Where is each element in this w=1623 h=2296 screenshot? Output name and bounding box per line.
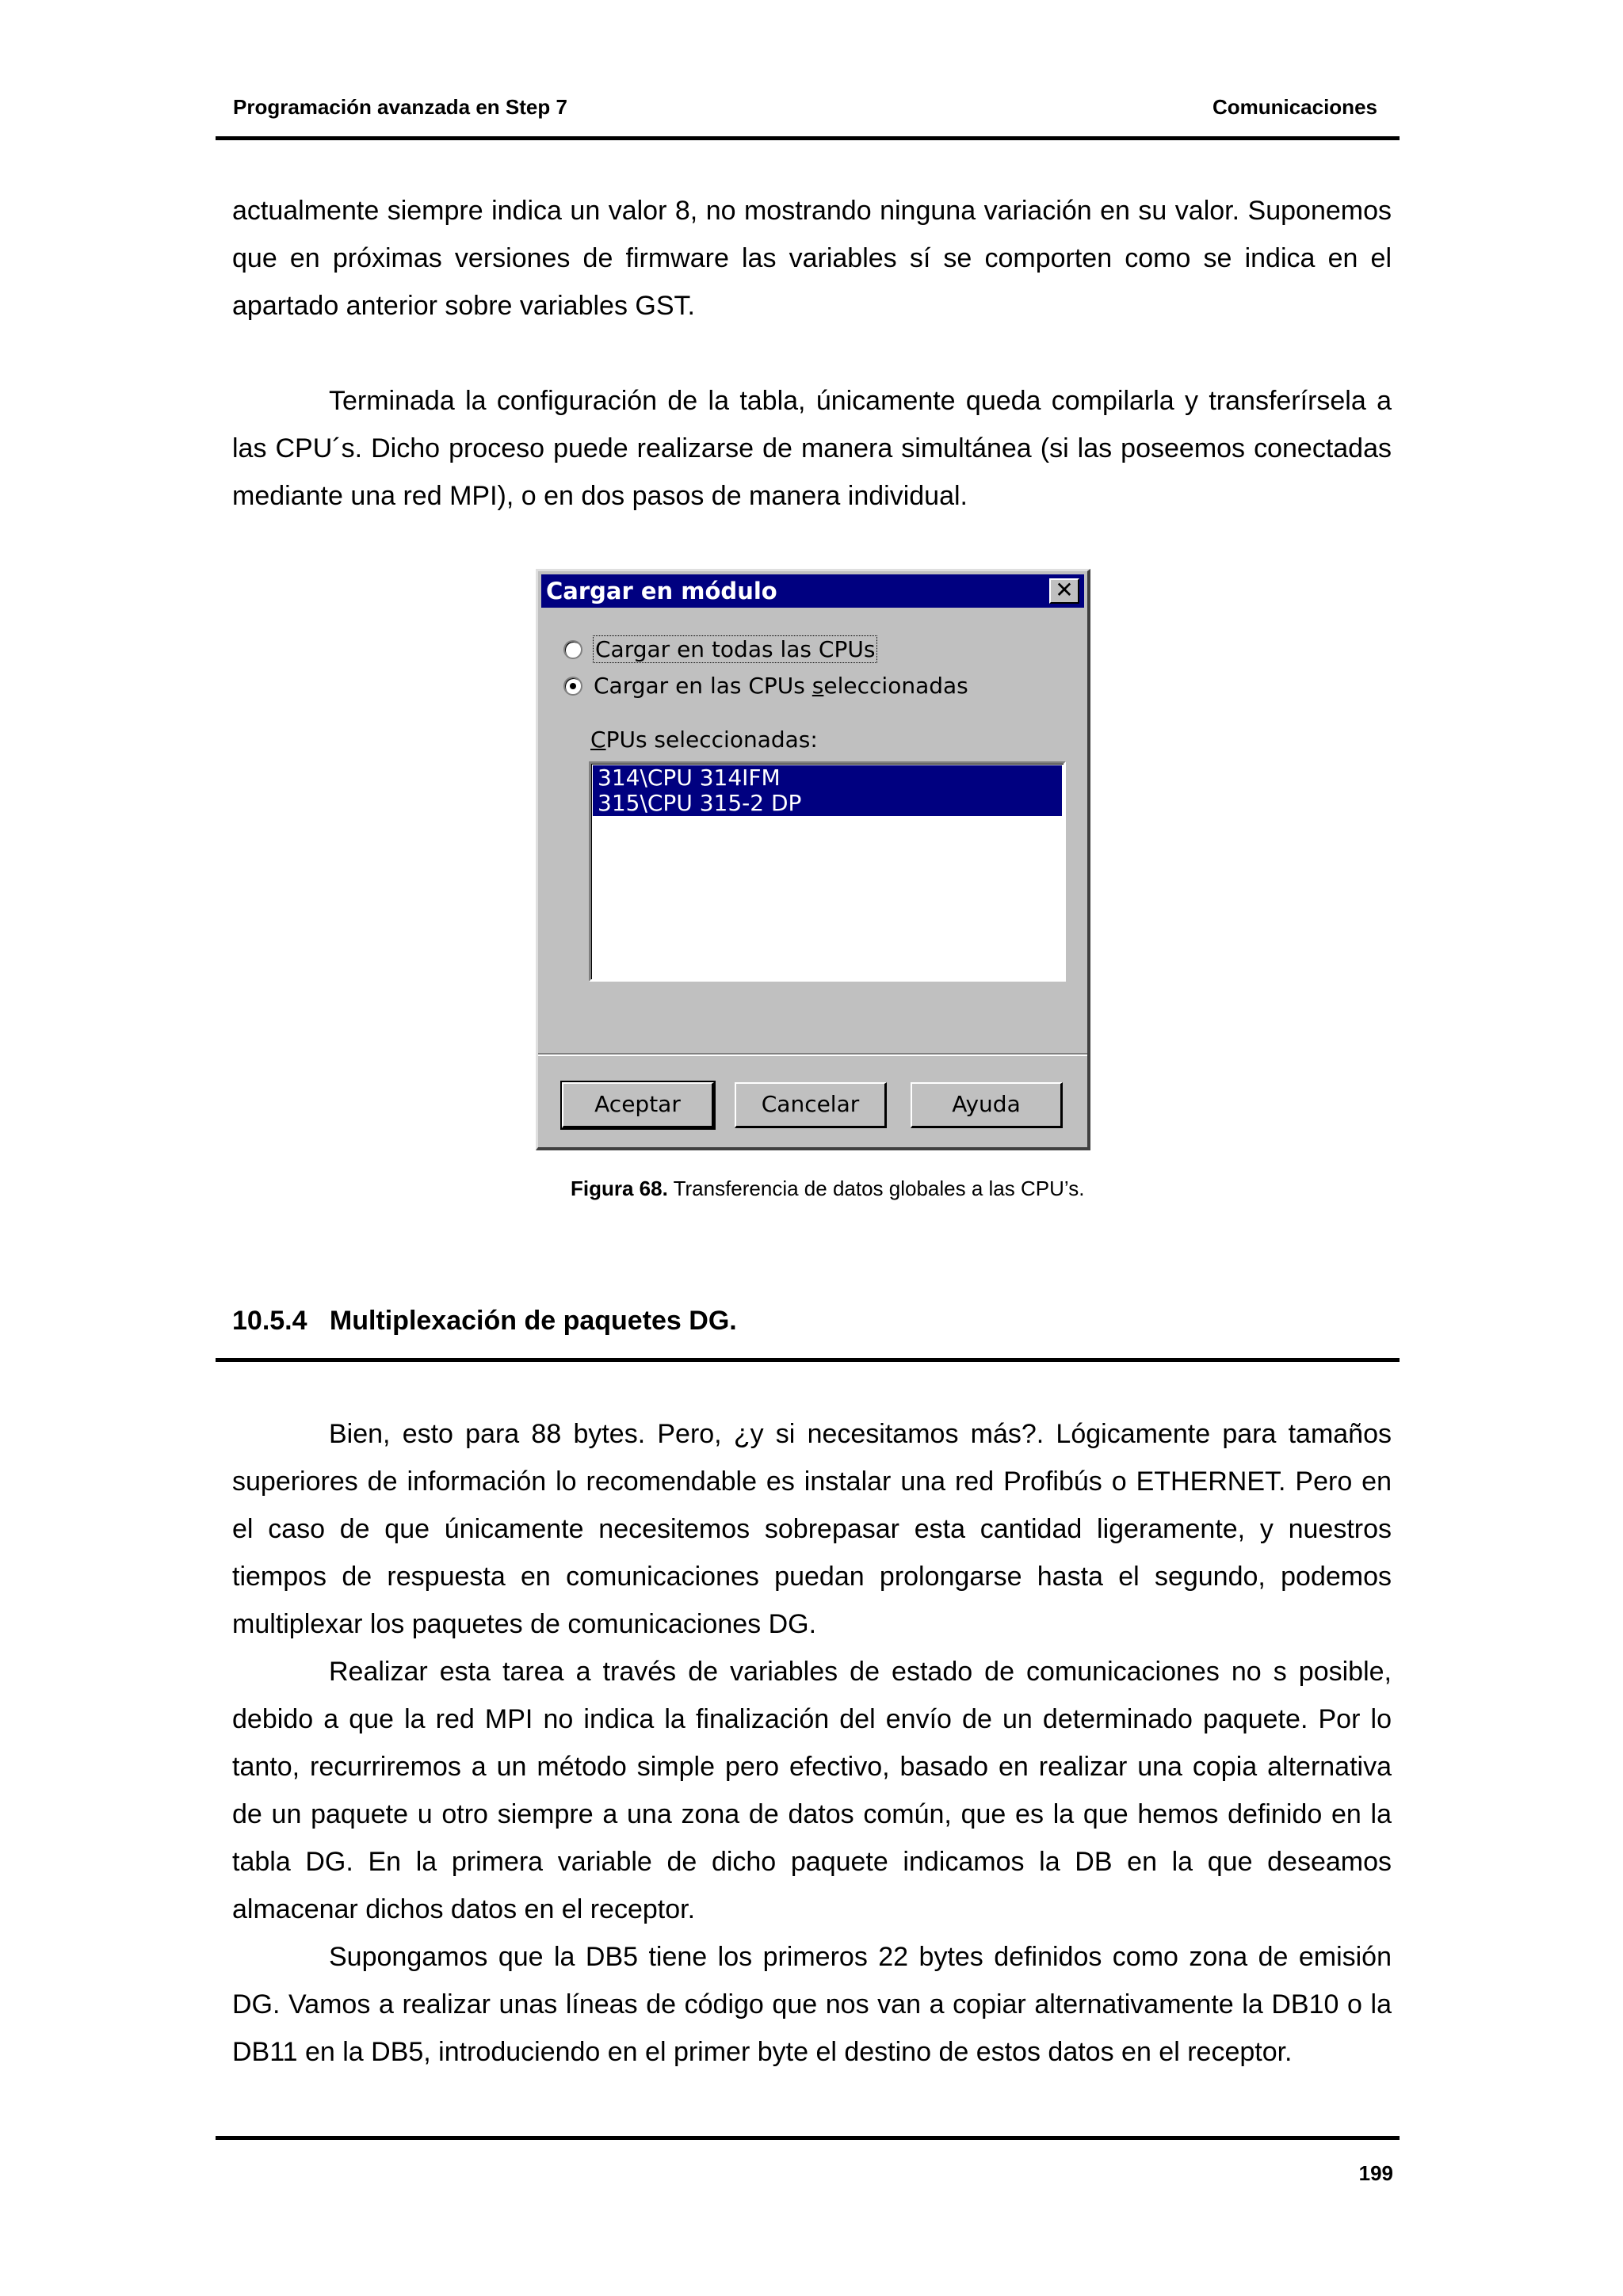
footer-rule [216,2136,1400,2140]
section-rule [216,1358,1400,1362]
body-text-top [232,187,1392,520]
load-module-dialog [536,569,1090,1150]
radio-selected-cpus-label [594,673,968,699]
radio-checked-icon[interactable] [563,677,582,696]
header-rule [216,136,1400,140]
body-text-bottom [232,1410,1392,2076]
radio-unchecked-icon[interactable] [563,640,582,659]
close-button[interactable] [1049,578,1079,604]
paragraph: Realizar esta tarea a través de variables de estado de comunicaciones no s posible, debido a que la red MPI no indica la finalización del envío de un determinado paquete. Por lo tanto, recurriremos a un método simple pero efectivo, basado en realizar una copia alternativa de un paquete u otro siempre a una zona de datos común, que es la que hemos definido en la tabla DG. En la primera variable de dicho paquete indicamos la DB en la que deseamos almacenar dichos datos en el receptor. [232,1657,1392,1924]
selected-cpus-label [590,727,818,753]
list-item[interactable]: 314\CPU 314IFM [593,765,1062,791]
header-right: Comunicaciones [1212,95,1377,119]
help-button[interactable]: Ayuda [911,1082,1063,1128]
access-key: C [590,727,606,753]
caption-label: Figura 68. [571,1177,668,1200]
dialog-separator [538,1053,1087,1056]
label-part: eleccionadas [823,673,968,699]
page-number: 199 [1358,2161,1393,2185]
dialog-titlebar [541,574,1084,608]
close-icon: ✕ [1055,577,1074,603]
paragraph: actualmente siempre indica un valor 8, no mostrando ninguna variación en su valor. Suponemos que en próximas versiones de firmware las variables sí se comporten como se indica en el apartado anterior sobre variables GST. [232,196,1392,321]
figure-caption [571,1169,1087,1207]
selected-cpus-listbox[interactable] [589,761,1066,982]
radio-selected-cpus[interactable] [563,673,968,699]
paragraph: Bien, esto para 88 bytes. Pero, ¿y si necesitamos más?. Lógicamente para tamaños superiores de información lo recomendable es instalar una red Profibús o ETHERNET. Pero en el caso de que únicamente necesitemos sobrepasar esta cantidad ligeramente, y nuestros tiempos de respuesta en comunicaciones puedan prolongarse hasta el segundo, podemos multiplexar los paquetes de comunicaciones DG. [232,1419,1392,1639]
label-part: Cargar en las CPUs [594,673,812,699]
cancel-button[interactable]: Cancelar [735,1082,887,1128]
ok-button[interactable]: Aceptar [562,1082,714,1128]
radio-all-cpus-label: Cargar en todas las CPUs [595,636,876,662]
caption-text: Transferencia de datos globales a las CPU’s. [667,1177,1085,1200]
access-key: s [812,673,824,699]
paragraph: Supongamos que la DB5 tiene los primeros 22 bytes definidos como zona de emisión DG. Vamos a realizar unas líneas de código que nos van a copiar alternativamente la DB10 o la DB11 en la DB5, introduciendo en el primer byte el destino de estos datos en el receptor. [232,1942,1392,2067]
list-item[interactable]: 315\CPU 315-2 DP [593,791,1062,816]
label-part: PUs seleccionadas: [605,727,818,753]
page-header [216,95,1400,120]
radio-all-cpus[interactable] [563,636,876,662]
dialog-title: Cargar en módulo [546,578,777,605]
header-left: Programación avanzada en Step 7 [233,95,567,119]
paragraph: Terminada la configuración de la tabla, únicamente queda compilarla y transferírsela a las CPU´s. Dicho proceso puede realizarse de manera simultánea (si las poseemos conectadas mediante una red MPI), o en dos pasos de manera individual. [232,386,1392,511]
section-heading: 10.5.4 Multiplexación de paquetes DG. [232,1306,737,1336]
